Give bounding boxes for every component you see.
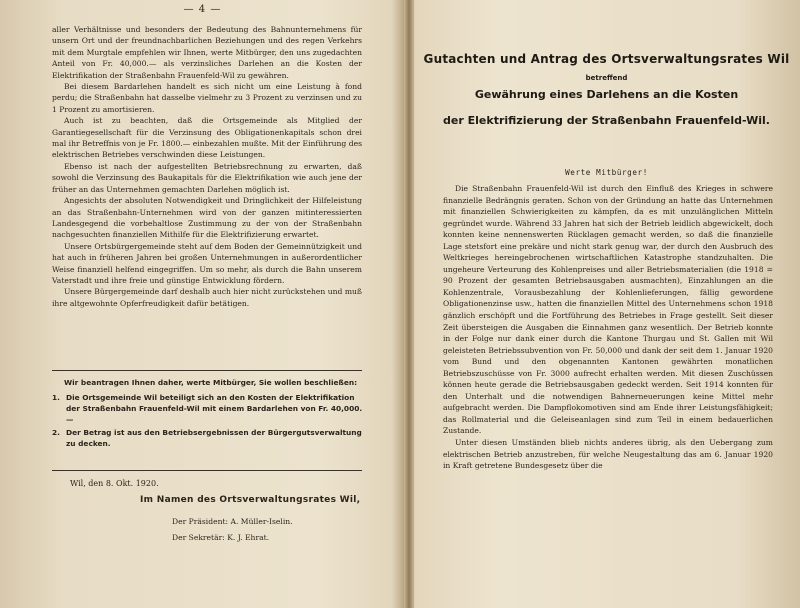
- paragraph: Unsere Ortsbürgergemeinde steht auf dem Boden der Gemeinnützigkeit und hat auch in früheren Jahren bei großen Unternehmungen in außerordentlicher Weise finanziell helfend eingegriffen. Um so mehr, als durch die Bahn unserem Vaterstadt und ihre freie und günstige Entwicklung fördern.: [52, 241, 362, 285]
- paragraph: Auch ist zu beachten, daß die Ortsgemeinde als Mitglied der Garantiegesellschaft für die Verzinsung des Obligationenkapitals schon drei mal ihr Betreffnis von je Fr. 1800.— einbezahlen mußte. Mit der Einführung des elektrischen Betriebes verschwinden diese Leistungen.: [52, 116, 362, 160]
- date-line: Wil, den 8. Okt. 1920.: [70, 479, 159, 488]
- request-item-number: 2.: [52, 428, 60, 437]
- title-line-2: Gewährung eines Darlehens an die Kosten: [474, 88, 739, 101]
- title-betreffend: betreffend: [585, 74, 628, 82]
- secretary-line: Der Sekretär: K. J. Ehrat.: [172, 533, 270, 542]
- paragraph: Die Straßenbahn Frauenfeld-Wil ist durch den Einfluß des Krieges in schwere finanzielle Bedrängnis geraten. Schon von der Gründung an hatte das Unternehmen mit finanziellen Schwierigkeiten zu kämpfen, da es mit unzulänglichen Mitteln gegründet wurde. Während 33 Jahren hat sich der Betrieb leidlich abgewickelt, doch konnten keine nennenswerten Rücklagen gemacht werden, so daß die finanzielle Lage stetsfort eine prekäre und nicht stark genug war, der durch den Ausbruch des Weltkrieges hereingebrochenen wirtschaftlichen Katastrophe standzuhalten. Die ungeheure Verteurung des Kohlenpreises und aller Betriebsmaterialien (die 1918 = 90 Prozent der gesamten Betriebsausgaben ausmachten), Einzahlungen an die Kohlenzentrale, Vorausbezahlung der Kohlenlieferungen, fällig gewordene Obligationenzinse usw., hatten die finanziellen Mittel des Unternehmens schon 1918 gänzlich erschöpft und die Fortführung des Betriebes in Frage gestellt. Seit dieser Zeit übersteigen die Ausgaben die Einnahmen ganz wesentlich. Der Betrieb konnte in der Folge nur dank einer durch die Kantone Thurgau und St. Gallen mit Wil geleisteten Betriebssubvention von Fr. 50,000 und dank der seit dem 1. Januar 1920 vom Bund und den obgenannten Kantonen gewährten monatlichen Betriebszuschüsse von Fr. 3000 aufrecht erhalten werden. Mit diesen Zuschüssen können heute gerade die Betriebsausgaben gedeckt werden. Seit 1914 konnten für den Unterhalt und die notwendigen Bahnerneuerungen keine Mittel mehr aufgebracht werden. Die Dampflokomotiven sind am Ende ihrer Leistungsfähigkeit; das Rollmaterial und die Geleiseanlagen sind zum Teil in einem bedauerlichen Zustande.: [443, 184, 773, 436]
- paragraph: aller Verhältnisse und besonders der Bedeutung des Bahnunternehmens für unsern Ort und der freundnachbarlichen Beziehungen und des regen Verkehrs mit dem Murgtale empfehlen wir Ihnen, werte Mitbürger, den uns zugedachten Anteil von Fr. 40,000.— als verzinsliches Darlehen an die Kosten der Elektrifikation der Straßenbahn Frauenfeld-Wil zu gewähren.: [52, 25, 362, 80]
- request-intro: Wir beantragen Ihnen daher, werte Mitbürger, Sie wollen beschließen:: [64, 378, 358, 387]
- right-body-text: [443, 183, 773, 472]
- paragraph: Angesichts der absoluten Notwendigkeit und Dringlichkeit der Hilfeleistung an das Straßenbahn-Unternehmen wird von der ganzen mitinteressierten Landesgegend die vorbehaltlose Zustimmung zu der von der Straßenbahn nachgesuchten finanziellen Mithilfe für die Elektrifizierung erwartet.: [52, 196, 362, 240]
- divider: [52, 470, 362, 471]
- right-page: [413, 0, 800, 608]
- request-block: [52, 377, 364, 451]
- left-body-text: [52, 24, 362, 309]
- title-line-3: der Elektrifizierung der Straßenbahn Frauenfeld-Wil.: [443, 114, 770, 127]
- request-item-text: Der Betrag ist aus den Betriebsergebnissen der Bürgergutsverwaltung zu decken.: [66, 428, 362, 448]
- request-item-text: Die Ortsgemeinde Wil beteiligt sich an den Kosten der Elektrifikation der Straßenbahn Frauenfeld-Wil mit einem Bardarlehen von Fr. 40,000.—: [66, 393, 363, 424]
- title-line-1: Gutachten und Antrag des Ortsverwaltungsrates Wil: [423, 52, 790, 66]
- greeting: Werte Mitbürger!: [565, 168, 648, 177]
- paragraph: Ebenso ist nach der aufgestellten Betriebsrechnung zu erwarten, daß sowohl die Verzinsung des Baukapitals für die Elektrifikation wie auch jene der früher an das Unternehmen gemachten Darlehen möglich ist.: [52, 161, 362, 194]
- signature-title: Im Namen des Ortsverwaltungsrates Wil,: [140, 495, 361, 505]
- paragraph: Bei diesem Bardarlehen handelt es sich nicht um eine Leistung à fond perdu; die Straßenbahn hat dasselbe vielmehr zu 3 Prozent zu verzinsen und zu 1 Prozent zu amortisieren.: [52, 82, 362, 114]
- paragraph: Unsere Bürgergemeinde darf deshalb auch hier nicht zurückstehen und muß ihre altgewohnte Opferfreudigkeit dafür betätigen.: [52, 287, 362, 308]
- request-item: [52, 392, 364, 425]
- president-line: Der Präsident: A. Müller-Iselin.: [172, 517, 293, 526]
- request-item-number: 1.: [52, 393, 60, 402]
- divider: [52, 370, 362, 371]
- request-item: [52, 427, 364, 449]
- paragraph: Unter diesen Umständen blieb nichts anderes übrig, als den Uebergang zum elektrischen Betrieb anzustreben, für welche Neugestaltung das am 6. Januar 1920 in Kraft getretene Bundesgesetz über die: [443, 438, 773, 471]
- page-number: — 4 —: [183, 4, 222, 15]
